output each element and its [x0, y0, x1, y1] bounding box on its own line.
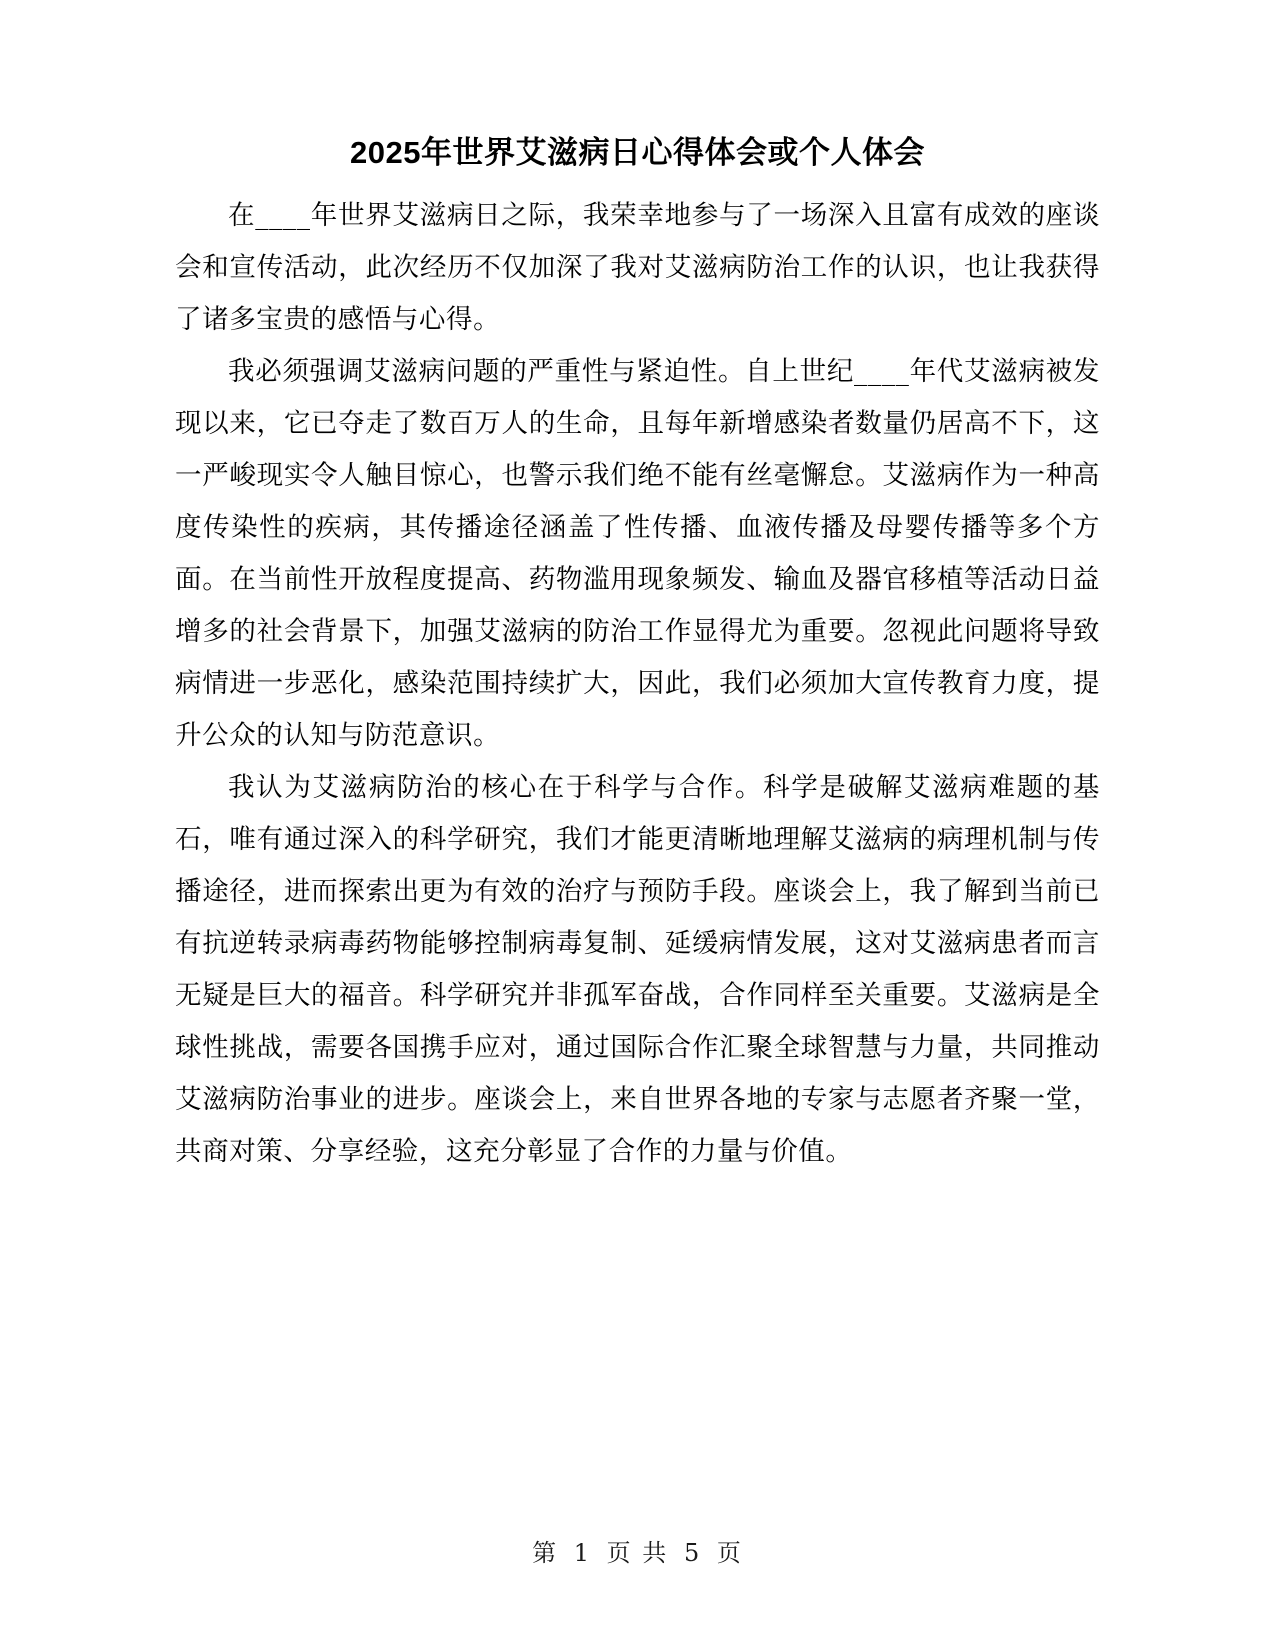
body-paragraph: 在____年世界艾滋病日之际，我荣幸地参与了一场深入且富有成效的座谈会和宣传活动，此次经历不仅加深了我对艾滋病防治工作的认识，也让我获得了诸多宝贵的感悟与心得。 [175, 200, 1100, 335]
footer-middle: 页 共 [606, 1539, 669, 1567]
footer-total-pages: 5 [683, 1539, 702, 1567]
footer-prefix: 第 [532, 1539, 559, 1567]
footer-suffix: 页 [716, 1539, 743, 1567]
page-title: 2025年世界艾滋病日心得体会或个人体会 [350, 135, 925, 170]
page-footer [0, 1533, 1275, 1568]
body-paragraph: 我必须强调艾滋病问题的严重性与紧迫性。自上世纪____年代艾滋病被发现以来，它已夺走了数百万人的生命，且每年新增感染者数量仍居高不下，这一严峻现实令人触目惊心，也警示我们绝不能有丝毫懈怠。艾滋病作为一种高度传染性的疾病，其传播途径涵盖了性传播、血液传播及母婴传播等多个方面。在当前性开放程度提高、药物滥用现象频发、输血及器官移植等活动日益增多的社会背景下，加强艾滋病的防治工作显得尤为重要。忽视此问题将导致病情进一步恶化，感染范围持续扩大，因此，我们必须加大宣传教育力度，提升公众的认知与防范意识。 [175, 356, 1100, 751]
body-paragraph: 我认为艾滋病防治的核心在于科学与合作。科学是破解艾滋病难题的基石，唯有通过深入的科学研究，我们才能更清晰地理解艾滋病的病理机制与传播途径，进而探索出更为有效的治疗与预防手段。座谈会上，我了解到当前已有抗逆转录病毒药物能够控制病毒复制、延缓病情发展，这对艾滋病患者而言无疑是巨大的福音。科学研究并非孤军奋战，合作同样至关重要。艾滋病是全球性挑战，需要各国携手应对，通过国际合作汇聚全球智慧与力量，共同推动艾滋病防治事业的进步。座谈会上，来自世界各地的专家与志愿者齐聚一堂，共商对策、分享经验，这充分彰显了合作的力量与价值。 [175, 772, 1100, 1167]
footer-current-page: 1 [573, 1539, 592, 1567]
